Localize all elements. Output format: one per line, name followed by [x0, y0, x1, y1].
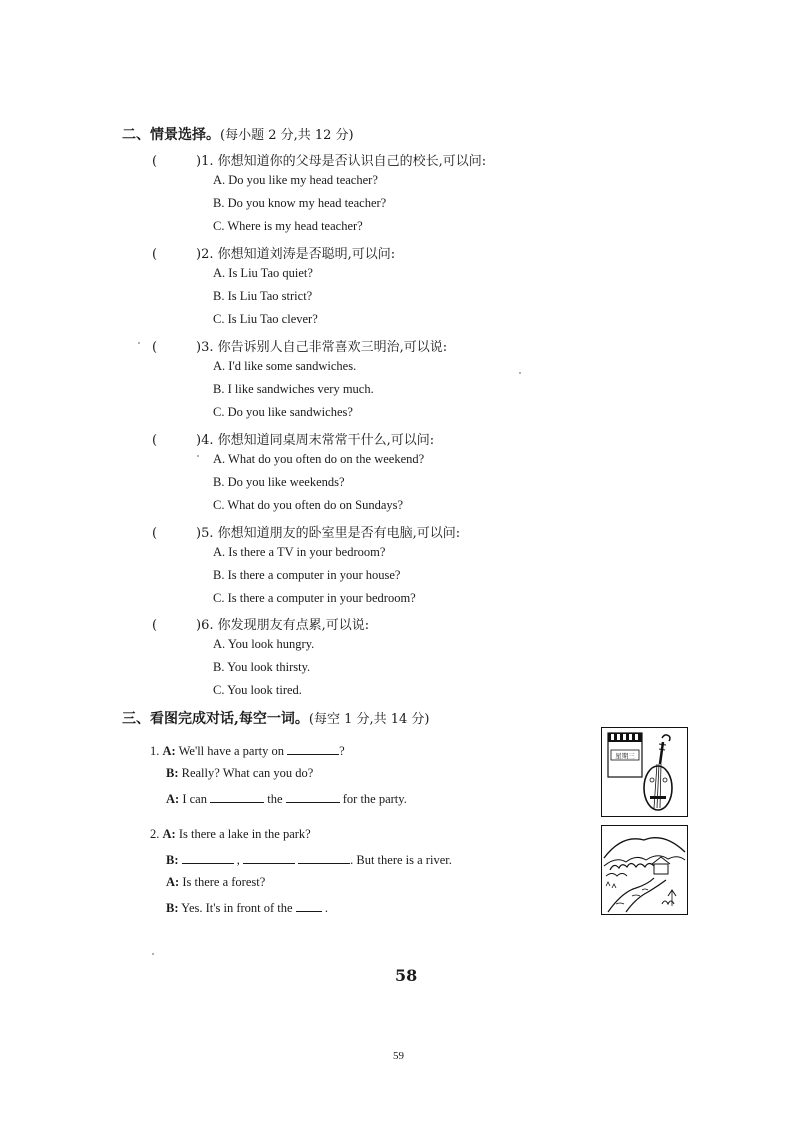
- option-b: B. Is there a computer in your house?: [213, 568, 401, 582]
- option-a: A. You look hungry.: [213, 637, 315, 651]
- section-2-note: (每小题 2 分,共 12 分): [220, 128, 354, 143]
- dialogue-line: [166, 899, 328, 916]
- question-stem: )5. 你想知道朋友的卧室里是否有电脑,可以问:: [196, 526, 461, 541]
- answer-blank[interactable]: [287, 742, 339, 755]
- line-text: . But there is a river.: [350, 853, 452, 867]
- dialogue-line: [166, 851, 452, 868]
- speaker-label: A:: [166, 875, 180, 889]
- answer-blank[interactable]: [296, 899, 322, 912]
- option-a: A. What do you often do on the weekend?: [213, 452, 425, 466]
- dialogue-line: [166, 766, 313, 781]
- line-punct: ?: [339, 744, 345, 758]
- speaker-label: B:: [166, 901, 179, 915]
- option-c: C. Is there a computer in your bedroom?: [213, 591, 416, 605]
- speaker-label: A:: [162, 827, 176, 841]
- item-number: 2.: [150, 827, 160, 841]
- line-text: for the party.: [342, 792, 407, 806]
- answer-paren[interactable]: (: [152, 340, 158, 355]
- calendar-label: 星期三: [615, 752, 635, 760]
- option-a: A. Is there a TV in your bedroom?: [213, 545, 386, 559]
- speaker-label: B:: [166, 766, 179, 780]
- footer-page-number: 59: [393, 1050, 404, 1062]
- option-c: C. You look tired.: [213, 683, 302, 697]
- item-number: 1.: [150, 744, 160, 758]
- option-a: A. Is Liu Tao quiet?: [213, 266, 313, 280]
- answer-blank[interactable]: [243, 851, 295, 864]
- section-2-title: 二、情景选择。: [122, 127, 220, 143]
- line-punct: .: [324, 901, 328, 915]
- question-stem: )2. 你想知道刘涛是否聪明,可以问:: [196, 247, 396, 262]
- answer-blank[interactable]: [182, 851, 234, 864]
- option-b: B. I like sandwiches very much.: [213, 382, 374, 396]
- answer-paren[interactable]: (: [152, 154, 158, 169]
- calendar-pipa-picture: [601, 727, 688, 817]
- option-c: C. Do you like sandwiches?: [213, 405, 353, 419]
- section-2-heading: [122, 124, 354, 144]
- section-3-heading: [122, 708, 430, 728]
- option-c: C. What do you often do on Sundays?: [213, 498, 404, 512]
- option-b: B. Is Liu Tao strict?: [213, 289, 313, 303]
- line-text: I can: [182, 792, 207, 806]
- pipa-icon: [602, 728, 687, 816]
- section-3-note: (每空 1 分,共 14 分): [308, 712, 430, 727]
- answer-blank[interactable]: [286, 790, 340, 803]
- answer-paren[interactable]: (: [152, 526, 158, 541]
- page-number: 58: [395, 966, 418, 985]
- option-a: A. I'd like some sandwiches.: [213, 359, 357, 373]
- question-stem: )3. 你告诉别人自己非常喜欢三明治,可以说:: [196, 340, 448, 355]
- question-stem: )1. 你想知道你的父母是否认识自己的校长,可以问:: [196, 154, 487, 169]
- answer-paren[interactable]: (: [152, 618, 158, 633]
- speaker-label: A:: [162, 744, 176, 758]
- answer-paren[interactable]: (: [152, 433, 158, 448]
- speaker-label: B:: [166, 853, 179, 867]
- line-text: Really? What can you do?: [181, 766, 314, 780]
- line-punct: ,: [236, 853, 240, 867]
- scan-speck: [138, 342, 140, 344]
- question-stem: )4. 你想知道同桌周末常常干什么,可以问:: [196, 433, 435, 448]
- dialogue-line: [150, 742, 345, 759]
- park-river-picture: [601, 825, 688, 915]
- question-stem: )6. 你发现朋友有点累,可以说:: [196, 618, 370, 633]
- option-c: C. Is Liu Tao clever?: [213, 312, 318, 326]
- scan-speck: [519, 372, 521, 374]
- line-text: Is there a forest?: [182, 875, 266, 889]
- option-c: C. Where is my head teacher?: [213, 219, 363, 233]
- answer-blank[interactable]: [298, 851, 350, 864]
- answer-paren[interactable]: (: [152, 247, 158, 262]
- option-a: A. Do you like my head teacher?: [213, 173, 378, 187]
- dialogue-line: [166, 790, 407, 807]
- answer-blank[interactable]: [210, 790, 264, 803]
- dialogue-line: [150, 827, 311, 842]
- option-b: B. Do you know my head teacher?: [213, 196, 387, 210]
- park-scene-icon: [602, 826, 687, 914]
- scan-speck: [197, 455, 199, 457]
- dialogue-line: [166, 875, 265, 890]
- line-text: We'll have a party on: [178, 744, 284, 758]
- scan-speck: [152, 953, 154, 955]
- line-text: Yes. It's in front of the: [181, 901, 293, 915]
- line-text: Is there a lake in the park?: [178, 827, 311, 841]
- option-b: B. You look thirsty.: [213, 660, 311, 674]
- section-3-title: 三、看图完成对话,每空一词。: [122, 711, 309, 727]
- speaker-label: A:: [166, 792, 180, 806]
- line-text: the: [267, 792, 283, 806]
- option-b: B. Do you like weekends?: [213, 475, 345, 489]
